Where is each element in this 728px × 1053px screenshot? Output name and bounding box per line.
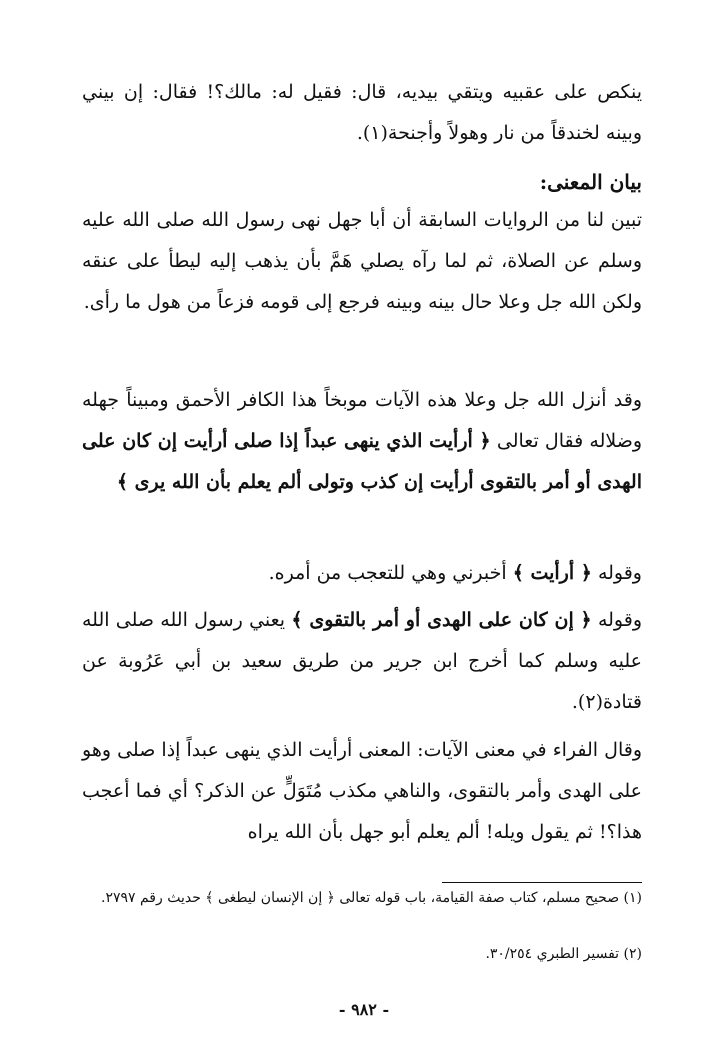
qawluhu-text: وقوله xyxy=(597,562,642,584)
quran-word-araayta: ﴿ أرأيت ﴾ xyxy=(512,562,592,584)
footnote-divider xyxy=(442,882,642,883)
paragraph-farra: وقال الفراء في معنى الآيات: المعنى أرأيت الذي ينهى عبداً إذا صلى وهو على الهدى وأمر بالتقوى، والناهي مكذب مُتَوَلٍّ عن الذكر؟ أي فما أعجب هذا؟! ثم يقول ويله! ألم يعلم أبو جهل بأن الله يراه xyxy=(82,739,642,843)
paragraph-continuation: ينكص على عقبيه ويتقي بيديه، قال: فقيل له: مالك؟! فقال: إن بيني وبينه لخندقاً من نار وهولاً وأجنحة(١). xyxy=(82,81,642,144)
paragraph-araayta xyxy=(82,553,642,594)
revelation-intro-text: وقد أنزل الله جل وعلا هذه الآيات موبخاً هذا الكافر الأحمق ومبيناً جهله وضلاله فقال تعالى xyxy=(82,389,642,452)
quran-verse-alaq: ﴿ أرأيت الذي ينهى عبداً إذا صلى أرأيت إن كان على الهدى أو أمر بالتقوى أرأيت إن كذب وتولى ألم يعلم بأن الله يرى ﴾ xyxy=(82,430,642,493)
footnote-1: (١) صحيح مسلم، كتاب صفة القيامة، باب قوله تعالى ﴿ إن الإنسان ليطغى ﴾ حديث رقم ٢٧٩٧. xyxy=(101,890,642,906)
paragraph-hidaya xyxy=(82,600,642,723)
hidaya-explanation: يعني رسول الله صلى الله عليه وسلم كما أخرج ابن جرير من طريق سعيد بن أبي عَرُوبة عن قتادة(٢). xyxy=(82,609,642,713)
paragraph-revelation xyxy=(82,380,642,503)
footnote-2: (٢) تفسير الطبري ٣٠/٢٥٤. xyxy=(485,946,642,962)
section-heading: بيان المعنى: xyxy=(539,170,642,194)
araayta-explanation: أخبرني وهي للتعجب من أمره. xyxy=(268,562,507,584)
quran-phrase-hidaya: ﴿ إن كان على الهدى أو أمر بالتقوى ﴾ xyxy=(291,609,592,631)
page-number: - ٩٨٢ - xyxy=(338,1000,390,1019)
paragraph-meaning: تبين لنا من الروايات السابقة أن أبا جهل نهى رسول الله صلى الله عليه وسلم عن الصلاة، ثم لما رآه يصلي هَمَّ بأن يذهب إليه ليطأ على عنقه ولكن الله جل وعلا حال بينه وبينه فرجع إلى قومه فزعاً من هول ما رأى. xyxy=(82,209,642,313)
qawluhu-text-2: وقوله xyxy=(597,609,643,631)
